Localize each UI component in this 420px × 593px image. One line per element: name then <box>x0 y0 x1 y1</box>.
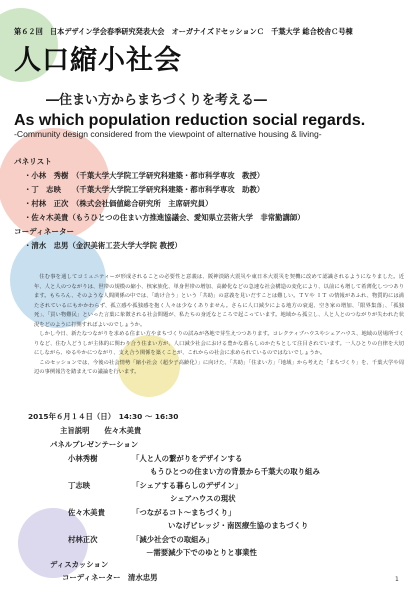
panel-presentation-heading: パネルプレゼンテーション <box>50 440 139 449</box>
talk-speaker: 村林正次 <box>68 535 98 544</box>
talk-title: 「シェアする暮らしのデザイン」 <box>132 481 243 490</box>
body-paragraph: このセッションでは、今後の社会情勢「縮小社会（超少子高齢化）」に向けた、「共助」「住まい方」「地域」から考えた「まちづくり」を、千葉大学や周辺の事例報告を踏まえての議論を行います。 <box>34 359 404 375</box>
body-paragraph: しかし今日、新たなつながりを求める住まい方やまちづくりの試みが各地で芽生えつつあります。コレクティブハウスやシェアハウス、地域の居場所づくりなど、住む人どうしが主体的に関わり合う住まい方が、人口減少社会における豊かな暮らしのかたちとして注目されています。一人ひとりの自律を大切にしながら、ゆるやかにつながり、支え合う関係を築くことが、これからの社会に求められているのではないでしょうか。 <box>34 331 404 356</box>
talk-title: 「減少社会での取組み」 <box>132 535 214 544</box>
talk-speaker: 小林秀樹 <box>68 454 98 463</box>
session-description <box>34 273 404 378</box>
english-subtitle: -Community design considered from the viewpoint of alternative housing & living- <box>14 129 322 139</box>
talk-subtitle: －需要減少下でのゆとりと事業性 <box>146 548 257 557</box>
talk-subtitle: シェアハウスの現状 <box>170 494 236 503</box>
page-subtitle: ―住まい方からまちづくりを考える― <box>46 93 267 108</box>
panelist-item: ・佐々木美貴（もうひとつの住まい方推進協議会、愛知県立芸術大学 非常勤講師） <box>24 213 305 222</box>
panelist-item: ・小林 秀樹 （千葉大学大学院工学研究科建築・都市科学専攻 教授） <box>24 171 265 180</box>
page-title: 人口縮小社会 <box>14 45 182 76</box>
discussion-coordinator: コーディネーター 清水忠男 <box>62 573 158 582</box>
talk-subtitle: もうひとつの住まい方の背景から千葉大の取り組み <box>150 467 320 476</box>
talk-title: 「人と人の繋がりをデザインする <box>132 454 243 463</box>
panelist-item: ・村林 正次 （株式会社価値総合研究所 主席研究員） <box>24 199 213 208</box>
event-header: 第６２回 日本デザイン学会春季研究発表大会 オーガナイズドセッションＣ 千葉大学 総合校舎Ｃ号棟 <box>14 27 353 36</box>
coordinator-heading: コーディネーター <box>14 227 75 236</box>
talk-speaker: 丁志映 <box>68 481 91 490</box>
panelist-item: ・丁 志映 （千葉大学大学院工学研究科建築・都市科学専攻 助教） <box>24 185 265 194</box>
talk-title: 「つながるコト～まちづくり」 <box>132 508 236 517</box>
talk-subtitle: いなげビレッジ・南医療生協のまちづくり <box>168 521 309 530</box>
panelist-heading: パネリスト <box>14 157 52 166</box>
program-opening: 主旨説明 佐々木美貴 <box>60 426 142 435</box>
page-number: 1 <box>395 576 399 583</box>
discussion-heading: ディスカッション <box>50 560 109 569</box>
talk-speaker: 佐々木美貴 <box>68 508 105 517</box>
coordinator-item: ・清水 忠男（金沢美術工芸大学大学院 教授） <box>24 241 182 250</box>
body-paragraph: 住む事を通してコミュニティーが形成されることの必要性と意義は、阪神淡路大震災や東日本大震災を契機に改めて認識されるようになりました。近年、人と人のつながりは、世帯の規模の縮小、核家族化、単身世帯の増加、高齢化などの急速な社会構造の変化により、以前にも増して希薄化しつつあります。もちろん、そのような人間関係の中では、「助け合う」という「共助」の意義を見いだすことは難しい。ＴＶや ＩＴ の情報があふれ、物質的には満たされているにもかかわらず、孤立感や孤独感を抱く人々は少なくありません。さらに人口減少による地方の衰退、空き家の増加、「限界集落」、「孤独死」、「買い物難民」といった言葉に象徴される社会問題が、私たちの身近なところで起こっています。地域から孤立し、人と人とのつながりが失われた状況をどのように打開すればよいのでしょうか。 <box>34 274 404 328</box>
english-title: As which population reduction social regards. <box>14 112 366 129</box>
program-date: 2015年６月１４日（日） 14:30 ～ 16:30 <box>28 412 179 421</box>
